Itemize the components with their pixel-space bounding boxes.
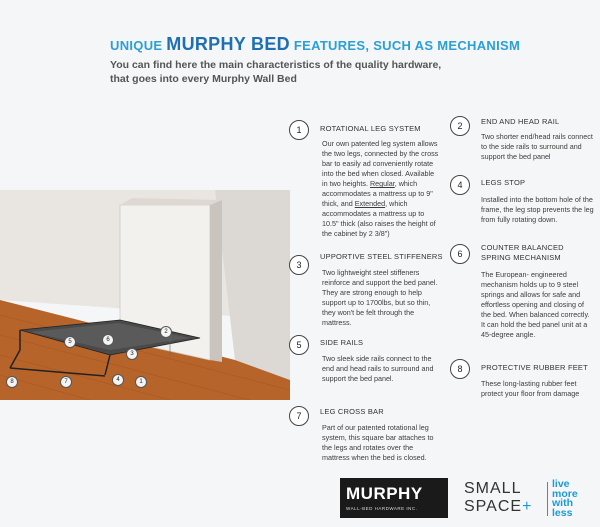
feature-4-heading: LEGS STOP <box>481 178 526 187</box>
page-subtitle <box>110 58 470 86</box>
feature-6-heading: COUNTER BALANCED SPRING MECHANISM <box>481 243 564 262</box>
pin-1: 1 <box>135 376 147 388</box>
feature-2-number: 2 <box>450 116 470 136</box>
feature-2-body: Two shorter end/head rails connect to the side rails to surround and support the bed panel <box>481 132 593 161</box>
regular-link[interactable]: Regular <box>369 179 395 188</box>
live-more-with-less-logo: live more with less <box>552 478 578 519</box>
room-scene <box>0 190 290 400</box>
feature-8-heading: PROTECTIVE RUBBER FEET <box>481 363 588 372</box>
small-space-logo: SMALL SPACE+ <box>464 480 546 518</box>
title-suffix: FEATURES, SUCH AS MECHANISM <box>289 38 521 53</box>
pin-7: 7 <box>60 376 72 388</box>
feature-1-body: Our own patented leg system allows the two legs, connected by the cross bar to easily ad conveniently rotate into the bed when closed. Available in two heights. Regular, which accommodates a mattress up to 9" thick, and Extended, which accommodates a mattress up to 10.5" thick (also raises the height of the cabinet by 2 3/8") <box>322 139 439 238</box>
feature-6-number: 6 <box>450 244 470 264</box>
feature-5-body: Two sleek side rails connect to the end and head rails to surround and support the bed panel. <box>322 354 434 383</box>
feature-7-body: Part of our patented rotational leg system, this square bar attaches to the legs and rotates over the mattress when the bed is closed. <box>322 423 434 462</box>
bed-illustration <box>0 190 290 400</box>
feature-8-body: These long-lasting rubber feet protect your floor from damage <box>481 379 580 398</box>
pin-2: 2 <box>160 326 172 338</box>
pin-4: 4 <box>112 374 124 386</box>
feature-2-heading: END AND HEAD RAIL <box>481 117 560 126</box>
pin-3: 3 <box>126 348 138 360</box>
murphy-logo: MURPHY WALL-BED HARDWARE INC. <box>340 478 448 518</box>
title-brand: MURPHY BED <box>166 34 290 54</box>
feature-3-number: 3 <box>289 255 309 275</box>
feature-6-body: The European- engineered mechanism holds up to 9 steel springs and allows for safe and effortless opening and closing of the bed. When balanced correctly. It can hold the bed panel unit at a 45-degree angle. <box>481 270 590 339</box>
feature-3-body: Two lightweight steel stiffeners reinforce and support the bed panel. They are strong enough to help support up to 1700lbs, but so thin, they won't be felt through the mattress. <box>322 268 438 327</box>
feature-5-number: 5 <box>289 335 309 355</box>
feature-4-number: 4 <box>450 175 470 195</box>
pin-5: 5 <box>64 336 76 348</box>
pin-6: 6 <box>102 334 114 346</box>
subtitle-line-2: that goes into every Murphy Wall Bed <box>110 73 297 85</box>
subtitle-line-1: You can find here the main characteristics of the quality hardware, <box>110 59 442 71</box>
page-title <box>110 34 520 55</box>
pin-8: 8 <box>6 376 18 388</box>
feature-8-number: 8 <box>450 359 470 379</box>
title-prefix: UNIQUE <box>110 38 167 53</box>
feature-7-number: 7 <box>289 406 309 426</box>
extended-link[interactable]: Extended <box>354 199 386 208</box>
feature-1-number: 1 <box>289 120 309 140</box>
feature-4-body: Installed into the bottom hole of the frame, the leg stop prevents the leg from fully rotating down. <box>481 195 594 224</box>
feature-3-heading: UPPORTIVE STEEL STIFFENERS <box>320 252 443 261</box>
feature-1-heading: ROTATIONAL LEG SYSTEM <box>320 124 421 133</box>
feature-7-heading: LEG CROSS BAR <box>320 407 384 416</box>
feature-5-heading: SIDE RAILS <box>320 338 364 347</box>
